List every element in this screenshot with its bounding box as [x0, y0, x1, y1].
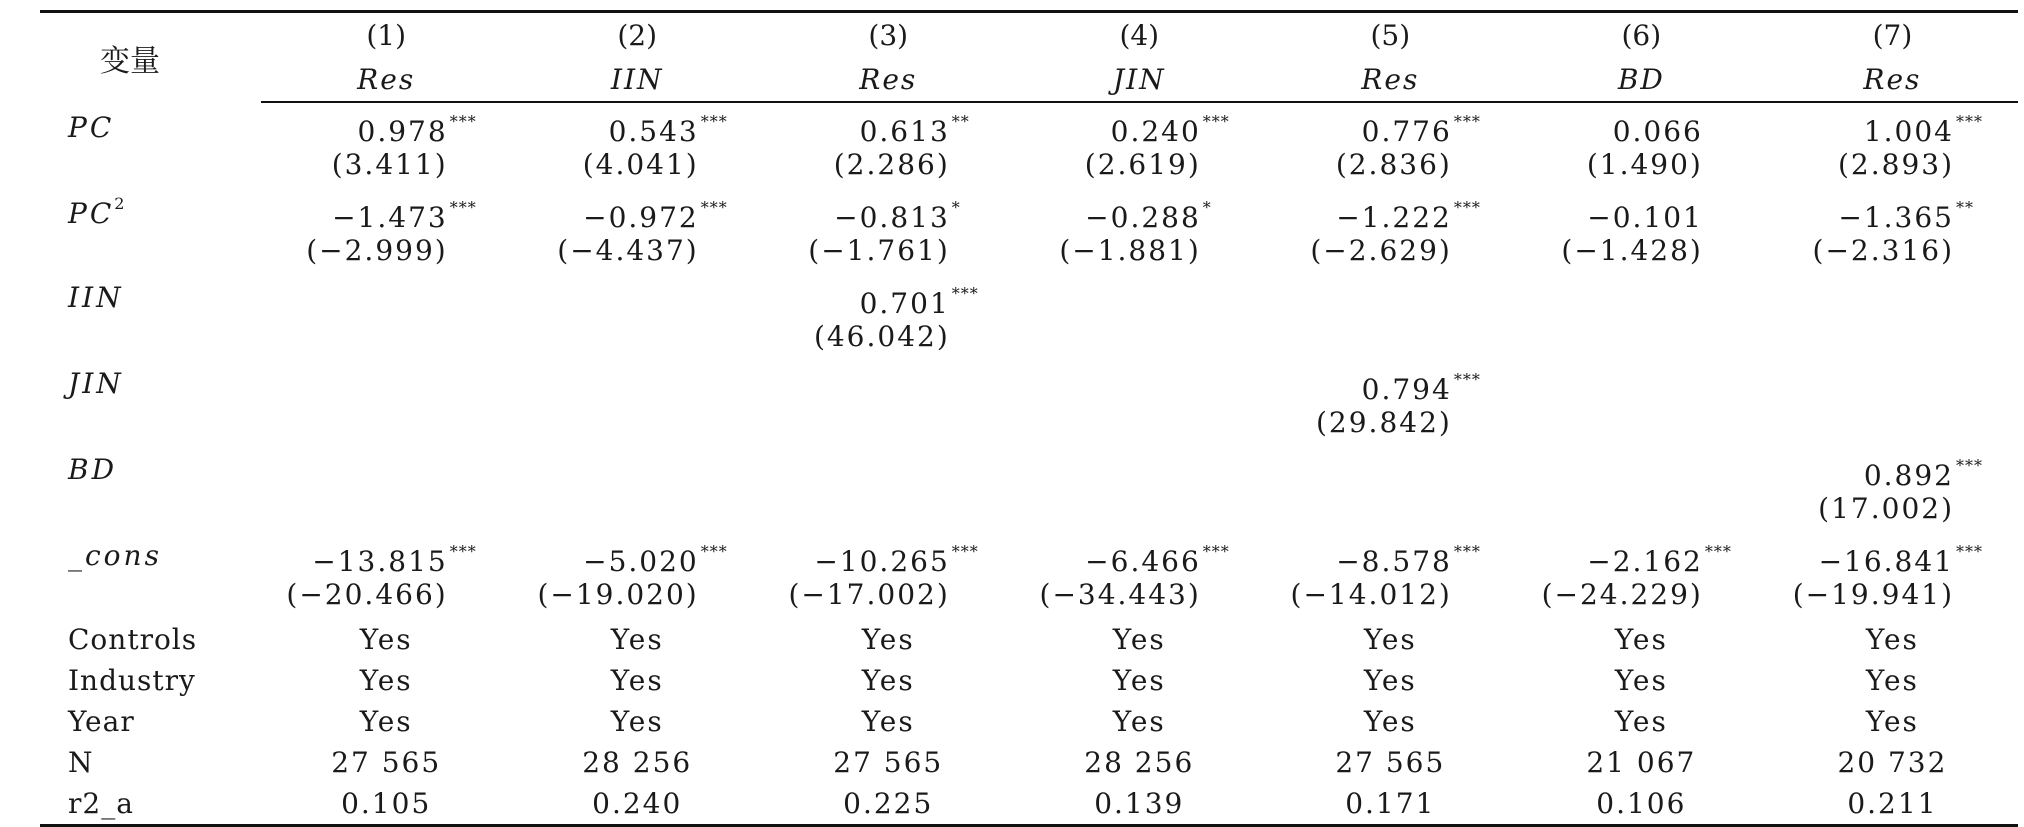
footer-row-year	[40, 701, 2018, 742]
tstat-row-jin	[40, 406, 2018, 447]
significance-slot	[950, 112, 986, 148]
t-statistic-cell	[1767, 492, 2018, 533]
coef-row-pc	[40, 102, 2018, 148]
footer-value: 0.171	[1265, 783, 1516, 826]
t-statistic-cell	[1767, 148, 2018, 189]
significance-slot	[1201, 112, 1237, 148]
footer-value: Yes	[359, 705, 413, 738]
t-statistic-cell	[1516, 234, 1767, 275]
significance-stars: ***	[1956, 112, 1983, 131]
coef-row-iin	[40, 275, 2018, 320]
t-statistic-cell	[1014, 320, 1265, 361]
t-statistic: (2.619)	[1084, 148, 1201, 181]
coefficient-cell	[1516, 447, 1767, 492]
dependent-variable: Res	[763, 57, 1014, 102]
t-statistic: (−20.466)	[286, 578, 448, 611]
coefficient-cell	[1014, 275, 1265, 320]
footer-value: 0.105	[261, 783, 512, 826]
footer-value: 0.139	[1014, 783, 1265, 826]
dependent-variable: JIN	[1014, 57, 1265, 102]
significance-slot	[1703, 112, 1739, 148]
significance-stars: **	[951, 112, 970, 131]
footer-value: 28 256	[1084, 746, 1195, 779]
variable-label	[40, 189, 261, 234]
coefficient-cell	[512, 275, 763, 320]
coefficient-value: 0.613	[859, 115, 950, 148]
footer-value: Yes	[610, 705, 664, 738]
coefficient-cell	[1516, 361, 1767, 406]
t-statistic-cell	[261, 320, 512, 361]
t-statistic-cell	[763, 492, 1014, 533]
coefficient-cell	[512, 102, 763, 148]
empty-label-cell	[40, 578, 261, 619]
model-number: (2)	[512, 12, 763, 58]
significance-slot	[699, 198, 735, 234]
significance-stars: ***	[1956, 542, 1983, 561]
t-statistic-cell	[1265, 148, 1516, 189]
variable-label	[40, 533, 261, 578]
significance-slot	[699, 370, 735, 406]
t-statistic: (−1.881)	[1059, 234, 1201, 267]
significance-stars: ***	[449, 198, 477, 217]
coef-row-bd	[40, 447, 2018, 492]
significance-stars: ***	[700, 542, 728, 561]
coefficient-value: −1.365	[1838, 201, 1954, 234]
empty-label-cell	[40, 234, 261, 275]
tstat-row-pc2	[40, 234, 2018, 275]
significance-slot	[1954, 456, 1990, 492]
significance-stars: *	[1202, 198, 1212, 217]
t-statistic-cell	[1516, 578, 1767, 619]
empty-label-cell	[40, 148, 261, 189]
footer-value: 21 067	[1586, 746, 1697, 779]
tstat-row-iin	[40, 320, 2018, 361]
t-statistic-cell	[261, 148, 512, 189]
footer-value: Yes	[1865, 623, 1919, 656]
t-statistic-cell	[1516, 320, 1767, 361]
t-statistic-cell	[763, 406, 1014, 447]
coefficient-value: 0.978	[357, 115, 448, 148]
significance-slot	[699, 542, 735, 578]
coefficient-value: −5.020	[583, 545, 699, 578]
t-statistic-cell	[1767, 320, 2018, 361]
t-statistic: (−1.761)	[808, 234, 950, 267]
variable-power: 2	[114, 193, 128, 213]
t-statistic: (−24.229)	[1541, 578, 1703, 611]
significance-slot	[950, 198, 986, 234]
t-statistic-cell	[1265, 406, 1516, 447]
coefficient-value: −10.265	[814, 545, 950, 578]
significance-slot	[1703, 198, 1739, 234]
significance-slot	[1201, 542, 1237, 578]
coefficient-cell	[1265, 189, 1516, 234]
footer-value: 27 565	[833, 746, 944, 779]
footer-label: Year	[68, 705, 135, 738]
table-body	[40, 102, 2018, 826]
coefficient-cell	[763, 189, 1014, 234]
t-statistic: (−1.428)	[1561, 234, 1703, 267]
model-number: (3)	[763, 12, 1014, 58]
footer-value: Yes	[1112, 664, 1166, 697]
footer-label: N	[68, 746, 94, 779]
footer-value: 20 732	[1837, 746, 1948, 779]
significance-slot	[1703, 284, 1739, 320]
footer-value: Yes	[861, 705, 915, 738]
significance-slot	[1452, 542, 1488, 578]
t-statistic: (−4.437)	[557, 234, 699, 267]
header-row-dependent	[40, 57, 2018, 102]
footer-value: 28 256	[582, 746, 693, 779]
t-statistic-cell	[1767, 578, 2018, 619]
significance-slot	[448, 112, 484, 148]
coefficient-cell	[1014, 533, 1265, 578]
significance-slot	[448, 456, 484, 492]
coefficient-cell	[261, 102, 512, 148]
significance-slot	[1954, 112, 1990, 148]
variable-label-text: PC	[68, 196, 115, 230]
coefficient-value: −8.578	[1336, 545, 1452, 578]
t-statistic: (−34.443)	[1039, 578, 1201, 611]
coefficient-value: −13.815	[312, 545, 448, 578]
significance-stars: ***	[1453, 198, 1481, 217]
significance-slot	[1954, 370, 1990, 406]
t-statistic-cell	[1014, 234, 1265, 275]
significance-stars: ***	[951, 542, 979, 561]
footer-value: 27 565	[1335, 746, 1446, 779]
coefficient-value: 0.543	[608, 115, 699, 148]
model-number: (1)	[261, 12, 512, 58]
coefficient-value: 0.776	[1361, 115, 1452, 148]
coefficient-value: −0.972	[583, 201, 699, 234]
t-statistic-cell	[763, 320, 1014, 361]
footer-value: Yes	[610, 623, 664, 656]
footer-value: Yes	[861, 664, 915, 697]
variable-label-text: PC	[68, 110, 115, 144]
t-statistic-cell	[261, 578, 512, 619]
coefficient-value: 0.240	[1110, 115, 1201, 148]
t-statistic-cell	[512, 320, 763, 361]
tstat-row-cons	[40, 578, 2018, 619]
coefficient-value: 0.066	[1612, 115, 1703, 148]
coefficient-cell	[261, 361, 512, 406]
coefficient-cell	[1265, 361, 1516, 406]
coefficient-cell	[763, 275, 1014, 320]
significance-slot	[1954, 542, 1990, 578]
significance-slot	[699, 456, 735, 492]
footer-row-r2	[40, 783, 2018, 826]
t-statistic-cell	[1516, 492, 1767, 533]
t-statistic: (1.490)	[1586, 148, 1703, 181]
footer-value: Yes	[1614, 705, 1668, 738]
t-statistic-cell	[512, 148, 763, 189]
footer-value: Yes	[1865, 705, 1919, 738]
significance-stars: **	[1956, 198, 1974, 217]
significance-slot	[1452, 112, 1488, 148]
t-statistic: (3.411)	[331, 148, 448, 181]
footer-value: Yes	[1112, 705, 1166, 738]
significance-stars: *	[951, 198, 961, 217]
footer-value: Yes	[1363, 705, 1417, 738]
empty-label-cell	[40, 320, 261, 361]
significance-slot	[1201, 370, 1237, 406]
coefficient-cell	[261, 533, 512, 578]
variable-label-text: BD	[68, 453, 118, 486]
footer-row-controls	[40, 619, 2018, 660]
footer-value: Yes	[1112, 623, 1166, 656]
dependent-variable: Res	[261, 57, 512, 102]
t-statistic-cell	[763, 578, 1014, 619]
coef-row-jin	[40, 361, 2018, 406]
variable-label	[40, 361, 261, 406]
footer-row-n	[40, 742, 2018, 783]
model-number: (6)	[1516, 12, 1767, 58]
significance-stars: ***	[1202, 112, 1230, 131]
t-statistic-cell	[261, 406, 512, 447]
footer-value: Yes	[1363, 623, 1417, 656]
significance-slot	[950, 542, 986, 578]
significance-slot	[1452, 370, 1488, 406]
coefficient-cell	[763, 533, 1014, 578]
footer-value: 0.225	[763, 783, 1014, 826]
coefficient-cell	[1767, 275, 2018, 320]
dependent-variable: Res	[1767, 57, 2018, 102]
dependent-variable: IIN	[512, 57, 763, 102]
significance-stars: ***	[951, 284, 979, 303]
t-statistic: (17.002)	[1818, 492, 1954, 525]
footer-value: 0.211	[1767, 783, 2018, 826]
significance-slot	[448, 198, 484, 234]
t-statistic-cell	[512, 234, 763, 275]
coefficient-cell	[1516, 102, 1767, 148]
t-statistic: (−17.002)	[788, 578, 950, 611]
footer-label: Controls	[68, 623, 198, 656]
footer-value: Yes	[861, 623, 915, 656]
coefficient-cell	[1767, 102, 2018, 148]
t-statistic: (−2.999)	[306, 234, 448, 267]
coefficient-cell	[763, 447, 1014, 492]
coefficient-cell	[1767, 533, 2018, 578]
coefficient-cell	[512, 361, 763, 406]
variable-label	[40, 275, 261, 320]
coefficient-cell	[763, 102, 1014, 148]
significance-slot	[1452, 198, 1488, 234]
significance-slot	[1954, 198, 1990, 234]
t-statistic-cell	[1014, 148, 1265, 189]
footer-value: Yes	[1865, 664, 1919, 697]
t-statistic-cell	[1265, 492, 1516, 533]
model-number: (4)	[1014, 12, 1265, 58]
tstat-row-bd	[40, 492, 2018, 533]
significance-slot	[448, 542, 484, 578]
significance-slot	[448, 370, 484, 406]
variable-column-header: 变量	[40, 12, 261, 103]
coefficient-cell	[1767, 189, 2018, 234]
t-statistic-cell	[1767, 406, 2018, 447]
significance-slot	[1452, 456, 1488, 492]
footer-value: Yes	[359, 664, 413, 697]
t-statistic: (46.042)	[813, 320, 950, 353]
coefficient-cell	[512, 189, 763, 234]
coefficient-cell	[1516, 189, 1767, 234]
variable-label-text: _cons	[68, 539, 162, 572]
coefficient-cell	[1014, 447, 1265, 492]
significance-stars: ***	[700, 112, 728, 131]
footer-value: Yes	[1614, 623, 1668, 656]
coefficient-cell	[1265, 275, 1516, 320]
significance-slot	[950, 370, 986, 406]
table-header	[40, 12, 2018, 103]
t-statistic: (2.836)	[1335, 148, 1452, 181]
coef-row-pc2	[40, 189, 2018, 234]
significance-slot	[1703, 456, 1739, 492]
coefficient-cell	[1265, 533, 1516, 578]
variable-label-text: JIN	[68, 367, 124, 400]
footer-value: Yes	[359, 623, 413, 656]
model-number: (7)	[1767, 12, 2018, 58]
significance-stars: ***	[1453, 542, 1481, 561]
coefficient-cell	[1014, 189, 1265, 234]
coefficient-cell	[1265, 447, 1516, 492]
coefficient-value: 0.701	[859, 287, 950, 320]
coefficient-cell	[1516, 275, 1767, 320]
significance-slot	[1954, 284, 1990, 320]
variable-label-text: IIN	[68, 281, 124, 314]
coefficient-value: −2.162	[1587, 545, 1703, 578]
t-statistic: (4.041)	[582, 148, 699, 181]
significance-stars: ***	[1453, 370, 1481, 389]
footer-label: r2_a	[40, 783, 261, 826]
significance-stars: ***	[1202, 542, 1230, 561]
footer-value: Yes	[610, 664, 664, 697]
model-number: (5)	[1265, 12, 1516, 58]
coefficient-value: −0.288	[1085, 201, 1201, 234]
significance-stars: ***	[1956, 456, 1983, 475]
coefficient-cell	[1767, 361, 2018, 406]
coefficient-cell	[512, 447, 763, 492]
coefficient-cell	[261, 447, 512, 492]
significance-slot	[699, 284, 735, 320]
footer-value: 0.240	[512, 783, 763, 826]
significance-stars: ***	[1453, 112, 1481, 131]
t-statistic: (2.286)	[833, 148, 950, 181]
coefficient-cell	[1014, 361, 1265, 406]
significance-slot	[699, 112, 735, 148]
coefficient-cell	[1767, 447, 2018, 492]
coefficient-value: −0.813	[834, 201, 950, 234]
coefficient-value: 0.794	[1361, 373, 1452, 406]
regression-table	[40, 10, 2018, 827]
tstat-row-pc	[40, 148, 2018, 189]
coefficient-cell	[512, 533, 763, 578]
variable-label	[40, 102, 261, 148]
t-statistic-cell	[763, 148, 1014, 189]
significance-slot	[1201, 456, 1237, 492]
coefficient-value: −6.466	[1085, 545, 1201, 578]
footer-value: 0.106	[1516, 783, 1767, 826]
t-statistic: (−2.316)	[1812, 234, 1954, 267]
significance-slot	[1703, 542, 1739, 578]
coefficient-cell	[763, 361, 1014, 406]
dependent-variable: Res	[1265, 57, 1516, 102]
coefficient-value: 1.004	[1863, 115, 1954, 148]
coefficient-cell	[261, 189, 512, 234]
coef-row-cons	[40, 533, 2018, 578]
t-statistic-cell	[1014, 406, 1265, 447]
header-row-numbers	[40, 12, 2018, 58]
significance-slot	[1703, 370, 1739, 406]
footer-value: Yes	[1363, 664, 1417, 697]
t-statistic: (29.842)	[1316, 406, 1452, 439]
t-statistic-cell	[512, 492, 763, 533]
coefficient-cell	[1516, 533, 1767, 578]
t-statistic-cell	[763, 234, 1014, 275]
t-statistic-cell	[1265, 578, 1516, 619]
t-statistic-cell	[512, 578, 763, 619]
dependent-variable: BD	[1516, 57, 1767, 102]
footer-value: Yes	[1614, 664, 1668, 697]
significance-slot	[1452, 284, 1488, 320]
t-statistic: (−19.020)	[537, 578, 699, 611]
empty-label-cell	[40, 406, 261, 447]
t-statistic-cell	[261, 234, 512, 275]
significance-stars: ***	[449, 542, 477, 561]
significance-stars: ***	[700, 198, 728, 217]
significance-slot	[1201, 284, 1237, 320]
empty-label-cell	[40, 492, 261, 533]
t-statistic-cell	[1014, 578, 1265, 619]
footer-value: 27 565	[331, 746, 442, 779]
significance-stars: ***	[1704, 542, 1732, 561]
t-statistic: (−2.629)	[1310, 234, 1452, 267]
coefficient-value: 0.892	[1863, 459, 1954, 492]
coefficient-value: −1.222	[1336, 201, 1452, 234]
coefficient-value: −0.101	[1587, 201, 1703, 234]
coefficient-value: −1.473	[332, 201, 448, 234]
significance-slot	[950, 456, 986, 492]
coefficient-value: −16.841	[1818, 545, 1954, 578]
t-statistic-cell	[261, 492, 512, 533]
t-statistic: (−19.941)	[1792, 578, 1954, 611]
t-statistic-cell	[1265, 320, 1516, 361]
footer-label: Industry	[68, 664, 196, 697]
coefficient-cell	[1265, 102, 1516, 148]
t-statistic-cell	[1516, 406, 1767, 447]
footer-row-industry	[40, 660, 2018, 701]
t-statistic-cell	[512, 406, 763, 447]
t-statistic-cell	[1767, 234, 2018, 275]
t-statistic-cell	[1014, 492, 1265, 533]
significance-slot	[1201, 198, 1237, 234]
significance-slot	[448, 284, 484, 320]
t-statistic: (2.893)	[1837, 148, 1954, 181]
t-statistic-cell	[1265, 234, 1516, 275]
variable-label	[40, 447, 261, 492]
coefficient-cell	[261, 275, 512, 320]
significance-slot	[950, 284, 986, 320]
coefficient-cell	[1014, 102, 1265, 148]
significance-stars: ***	[449, 112, 477, 131]
t-statistic: (−14.012)	[1290, 578, 1452, 611]
t-statistic-cell	[1516, 148, 1767, 189]
